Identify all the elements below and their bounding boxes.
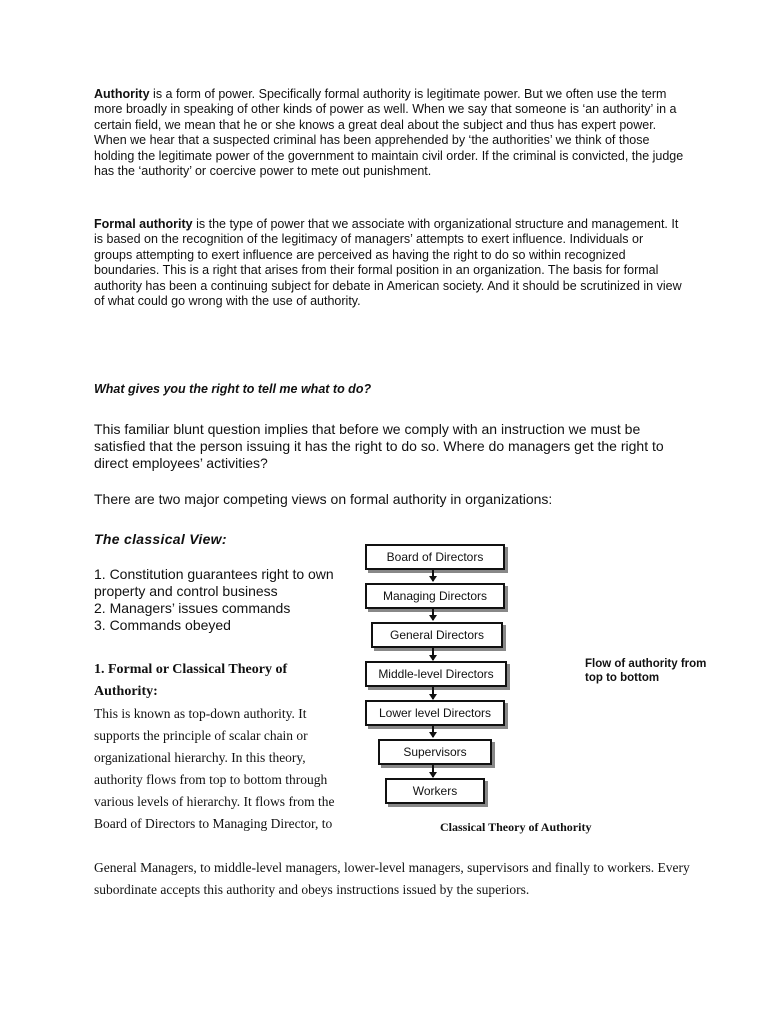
formal-authority-text: is the type of power that we associate with organizational structure and management. It is based on the recognition of the legitimacy of managers’ attempts to exert influence. Individuals or groups attempting to exert influence are perceived as having the right to do so within recognized boundaries. This is a right that arises from their formal position in an organization. The basis for formal authority has been a continuing subject for debate in American society. And it should be scrutinized in view of what could go wrong with the use of authority. — [94, 217, 682, 309]
arrow-down-icon — [432, 648, 434, 660]
term-formal-authority: Formal authority — [94, 217, 193, 231]
arrow-down-icon — [432, 765, 434, 777]
authority-flow-diagram — [355, 537, 735, 837]
level-box-managing: Managing Directors — [365, 583, 505, 609]
classical-view-title: The classical View: — [94, 531, 227, 547]
list-item: 3. Commands obeyed — [94, 617, 231, 633]
level-box-lower: Lower level Directors — [365, 700, 505, 726]
paragraph-authority — [94, 87, 684, 179]
list-item: 1. Constitution guarantees right to own property and control business — [94, 566, 334, 599]
paragraph-formal-authority — [94, 217, 684, 309]
classical-theory-text-column: This is known as top-down authority. It supports the principle of scalar chain or organizational hierarchy. In this theory, authority flows from top to bottom through various levels of hierarchy. It flows from the Board of Directors to Managing Director, to — [94, 706, 335, 831]
arrow-down-icon — [432, 726, 434, 737]
arrow-down-icon — [432, 687, 434, 699]
list-item: 2. Managers’ issues commands — [94, 600, 291, 616]
classical-view-list — [94, 566, 344, 634]
level-box-middle: Middle-level Directors — [365, 661, 507, 687]
flow-of-authority-label: Flow of authority from top to bottom — [585, 658, 707, 684]
level-box-workers: Workers — [385, 778, 485, 804]
paragraph-question-explanation: This familiar blunt question implies that before we comply with an instruction we must be satisfied that the person issuing it has the right to do so. Where do managers get the right to direct employees’ activities? — [94, 421, 664, 471]
arrow-down-icon — [432, 570, 434, 581]
diagram-caption: Classical Theory of Authority — [440, 820, 592, 834]
question-heading: What gives you the right to tell me what to do? — [94, 382, 372, 396]
classical-theory-title: 1. Formal or Classical Theory of Authority: — [94, 662, 288, 699]
classical-theory-text-continued: General Managers, to middle-level managers, lower-level managers, supervisors and finally to workers. Every subordinate accepts this authority and obeys instructions issued by the superiors. — [94, 860, 690, 897]
authority-text: is a form of power. Specifically formal authority is legitimate power. But we often use the term more broadly in speaking of other kinds of power as well. When we say that someone is ‘an authority’ in a certain field, we mean that he or she knows a great deal about the subject and thus has expert power. When we hear that a suspected criminal has been apprehended by ‘the authorities’ we think of those holding the legitimate power of the government to maintain civil order. If the criminal is convicted, the judge has the ‘authority’ or coercive power to mete out punishment. — [94, 87, 684, 179]
level-box-board: Board of Directors — [365, 544, 505, 570]
paragraph-competing-views: There are two major competing views on formal authority in organizations: — [94, 491, 553, 507]
level-box-general: General Directors — [371, 622, 503, 648]
level-box-supervisors: Supervisors — [378, 739, 492, 765]
term-authority: Authority — [94, 87, 150, 101]
arrow-down-icon — [432, 609, 434, 620]
